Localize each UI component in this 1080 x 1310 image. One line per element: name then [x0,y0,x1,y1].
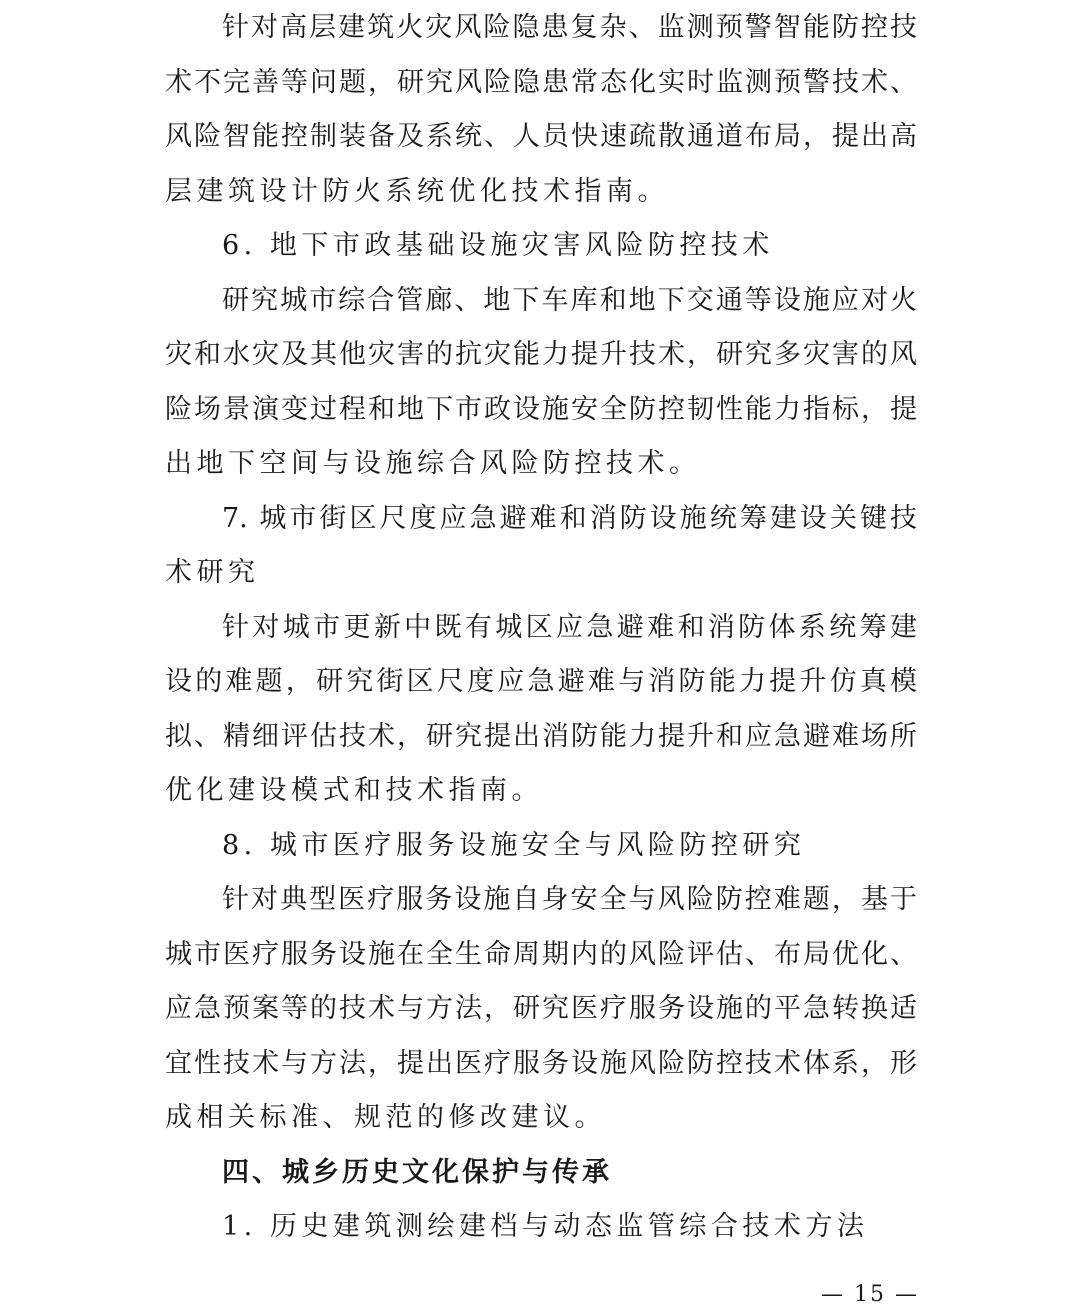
body-text-line: 针对城市更新中既有城区应急避难和消防体系统筹建 [222,612,917,643]
section-subheading: 术研究 [165,557,260,588]
body-text-line: 灾和水灾及其他灾害的抗灾能力提升技术，研究多灾害的风 [165,339,917,370]
page-number: — 15 — [821,1282,919,1307]
body-text-line: 针对典型医疗服务设施自身安全与风险防控难题，基于 [222,884,917,915]
body-text-line: 设的难题，研究街区尺度应急避难与消防能力提升仿真模 [165,666,917,697]
section-subheading: 7. 城市街区尺度应急避难和消防设施统筹建设关键技 [222,503,917,534]
section-subheading: 6. 地下市政基础设施灾害风险防控技术 [222,230,774,261]
body-text-line: 城市医疗服务设施在全生命周期内的风险评估、布局优化、 [165,939,917,970]
body-text-line: 优化建设模式和技术指南。 [165,775,543,806]
body-text-line: 拟、精细评估技术，研究提出消防能力提升和应急避难场所 [165,721,917,752]
body-text-line: 层建筑设计防火系统优化技术指南。 [165,176,669,207]
body-text-line: 成相关标准、规范的修改建议。 [165,1102,606,1133]
body-text-line: 出地下空间与设施综合风险防控技术。 [165,448,701,479]
body-text-line: 术不完善等问题，研究风险隐患常态化实时监测预警技术、 [165,67,917,98]
section-subheading: 1. 历史建筑测绘建档与动态监管综合技术方法 [222,1211,869,1242]
body-text-line: 针对高层建筑火灾风险隐患复杂、监测预警智能防控技 [222,12,917,43]
body-text-line: 应急预案等的技术与方法，研究医疗服务设施的平急转换适 [165,993,917,1024]
body-text-line: 宜性技术与方法，提出医疗服务设施风险防控技术体系，形 [165,1048,917,1079]
section-subheading: 8. 城市医疗服务设施安全与风险防控研究 [222,830,806,861]
body-text-line: 险场景演变过程和地下市政设施安全防控韧性能力指标，提 [165,394,917,425]
body-text-line: 风险智能控制装备及系统、人员快速疏散通道布局，提出高 [165,121,917,152]
body-text-line: 研究城市综合管廊、地下车库和地下交通等设施应对火 [222,285,917,316]
chapter-heading: 四、城乡历史文化保护与传承 [222,1157,612,1188]
